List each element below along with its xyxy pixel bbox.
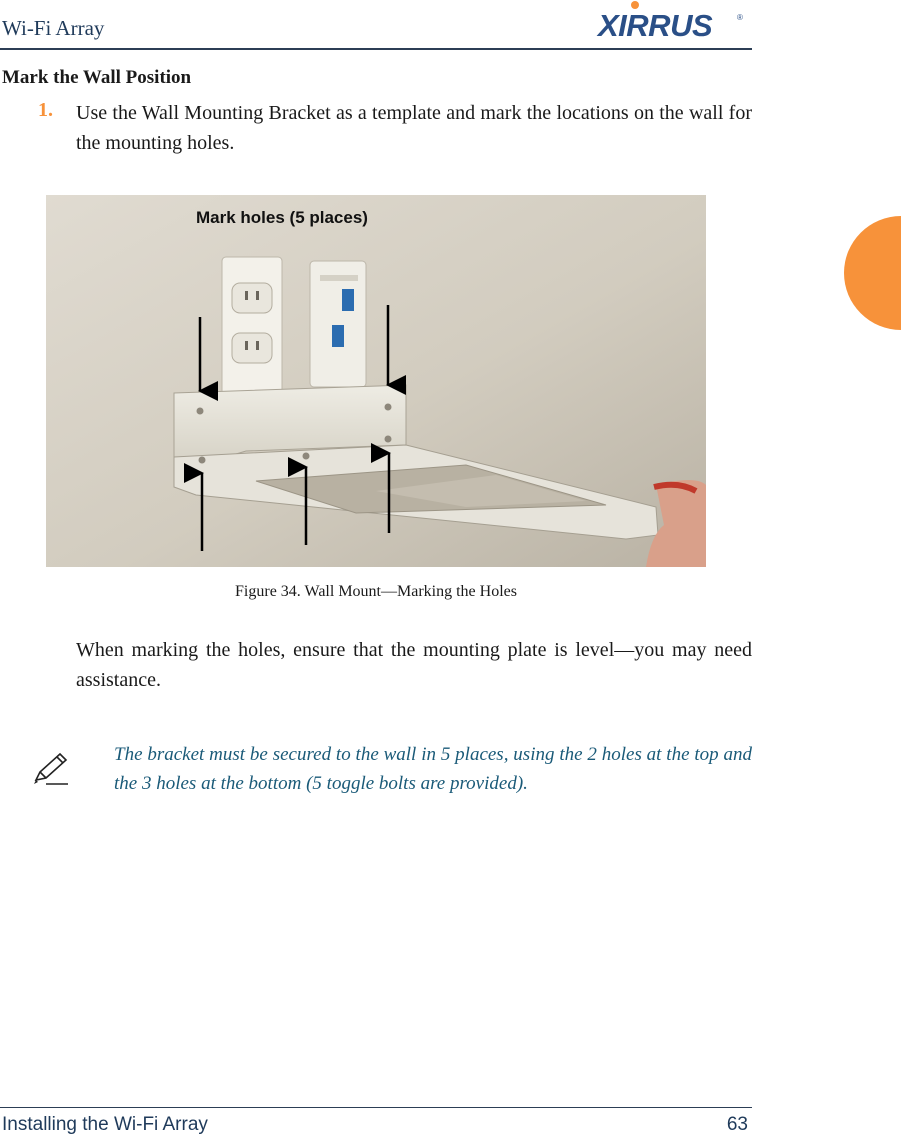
wall-mount-photo [46,195,706,567]
figure-caption-text: Figure 34. Wall Mount—Marking the Holes [235,583,517,600]
footer-rule [0,1107,752,1108]
photo-illustration [46,195,706,567]
figure-caption [0,583,752,601]
footer-chapter-title: Installing the Wi-Fi Array [2,1114,208,1135]
section-heading: Mark the Wall Position [2,67,192,88]
body-paragraph: When marking the holes, ensure that the mounting plate is level—you may need assistance. [76,639,752,691]
running-header-title: Wi-Fi Array [2,16,105,40]
note-text: The bracket must be secured to the wall in 5 places, using the 2 holes at the top and the 3 holes at the bottom (5 toggle bolts are provided). [114,744,752,794]
figure-label: Mark holes (5 places) [196,208,368,227]
logo-text: XIRRUS [598,8,713,40]
page-number: 63 [726,1114,748,1135]
logo-registered-mark: ® [737,13,743,22]
step-text: Use the Wall Mounting Bracket as a template and mark the locations on the wall for the mounting holes. [76,102,752,154]
header-rule [0,48,752,50]
xirrus-logo [596,0,746,40]
step-number: 1. [38,99,53,121]
chapter-side-tab [844,216,901,330]
pencil-note-icon [32,750,70,786]
